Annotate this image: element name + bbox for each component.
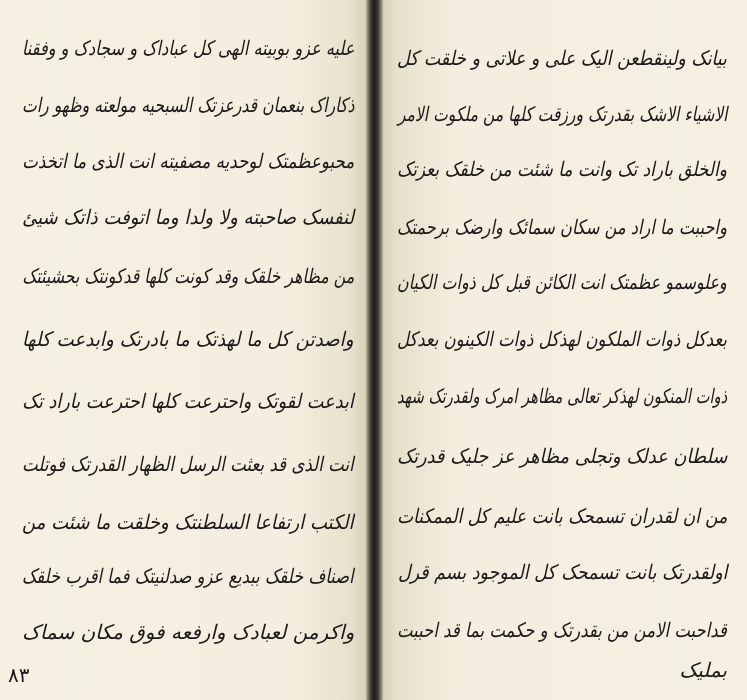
page-number: ٨٣: [8, 663, 30, 687]
text-line: بیانک ولینقطعن الیک علی و علاتی و خلقت کل: [397, 46, 727, 70]
text-line: انت الذی قد بعثت الرسل الظهار القدرتک فوتلت: [22, 452, 354, 476]
text-line: ذکاراک بنعمان قدرعزتک السبحیه مولعته وظهو رات: [21, 93, 354, 117]
text-line: من ان لقدران تسمحک بانت علیم کل الممکنات: [396, 504, 727, 528]
text-line: لنفسک صاحبته ولا ولدا وما اتوفت ذاتک شیئ: [21, 205, 354, 229]
text-line: واکرمن لعبادک وارفعه فوق مکان سماک: [21, 620, 354, 644]
left-page: [0, 0, 366, 700]
book-gutter: [366, 0, 383, 700]
text-line: وعلوسمو عظمتک انت الکائن قبل کل ذوات الکیان: [397, 270, 727, 294]
text-line: من مظاهر خلقک وقد کونت کلها قدکونتک بحشیئتک: [22, 264, 354, 288]
text-line: قداحبت الامن من بقدرتک و حکمت بما قد احببت: [397, 618, 727, 642]
right-page: [383, 0, 747, 700]
text-line: علیه عزو بوبیته الهی کل عباداک و سجادک و وفقنا: [21, 36, 354, 60]
left-page-text: [0, 0, 366, 700]
text-line: واصدتن کل ما لهذتک ما بادرتک وابدعت کلها: [22, 327, 354, 351]
text-line: اصناف خلقک ببدیع عزو صدلنیتک فما اقرب خلقک: [22, 564, 354, 588]
text-line: بعدکل ذوات الملکون لهذکل ذوات الکینون بعدکل: [397, 327, 727, 351]
text-line: والخلق باراد تک وانت ما شئت من خلقک بعزتک: [397, 157, 727, 181]
text-line: الکتب ارتفاعا السلطنتک وخلقت ما شئت من: [22, 510, 354, 534]
text-line: اولقدرتک بانت تسمحک کل الموجود بسم قرل: [397, 560, 727, 584]
text-line: سلطان عدلک وتجلی مظاهر عز جلیک قدرتک: [396, 444, 727, 468]
text-line: ذوات المنکون لهذکر تعالی مظاهر امرک ولقدرتک شهد: [396, 384, 727, 408]
right-page-text: [383, 0, 747, 700]
text-line: الاشیاء الاشک بقدرتک ورزقت کلها من ملکوت الامر: [397, 102, 727, 126]
text-line: واحببت ما اراد من سکان سمائک وارضک برحمتک: [396, 215, 727, 239]
text-line: بملیک: [679, 658, 727, 682]
text-line: محبوعظمتک لوحدیه مصفیته انت الذی ما اتخذت: [21, 149, 354, 173]
text-line: ابدعت لقوتک واحترعت کلها احترعت باراد تک: [22, 389, 354, 413]
